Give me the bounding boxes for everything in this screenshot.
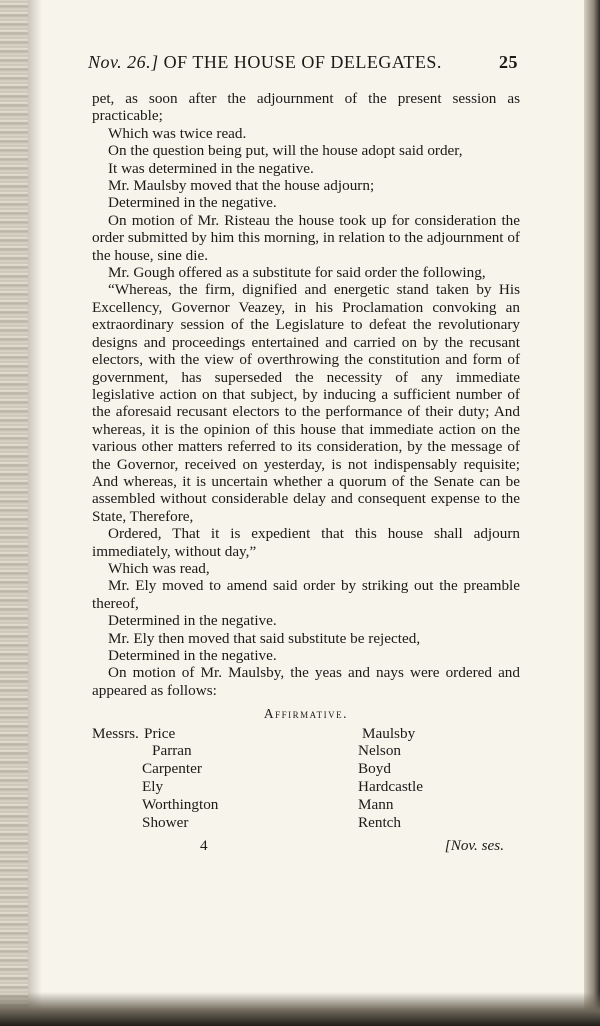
paragraph: Determined in the negative.: [108, 194, 277, 212]
paragraph: Determined in the negative.: [108, 647, 277, 664]
voter-name: Rentch: [358, 813, 402, 831]
binding-edge: [0, 0, 28, 1026]
running-header: [88, 52, 518, 78]
paragraph-list: [92, 90, 520, 699]
paragraph: “Whereas, the firm, dignified and energetic stand taken by His Excellency, Governor Veazey, in his Proclamation convoking an extraordinary session of the Legislature to defeat the revolutionary designs and proceedings entertained and carried on by the recusant electors, with the view of overthrowing the constitution and form of government, has superseded the necessity of any immediate legislative action on that subject, by inducing a sufficient number of the aforesaid recusant electors to the performance of their duty; And whereas, it is the opinion of this house that immediate action on the various other matters referred to its consideration, by the message of the Governor, received on yesterday, is not indispensably requisite; And whereas, it is uncertain whether a quorum of the Senate can be assembled without considerable delay and consequent expense to the State, Therefore,: [92, 281, 520, 525]
paragraph: Which was read,: [108, 559, 210, 577]
paragraph: pet, as soon after the adjournment of the present session as practicable;: [92, 90, 520, 125]
page-footer: [92, 837, 520, 859]
voter-name: Hardcastle: [358, 778, 423, 796]
voter-name: Worthington: [142, 795, 219, 813]
paragraph: Mr. Ely then moved that said substitute be rejected,: [108, 629, 421, 647]
voter-name: Ely: [142, 778, 164, 796]
paragraph: On motion of Mr. Risteau the house took up for consideration the order submitted by him this morning, in relation to the adjournment of the house, sine die.: [92, 211, 520, 264]
paragraph: Mr. Ely moved to amend said order by striking out the preamble thereof,: [92, 577, 520, 612]
paragraph: Mr. Gough offered as a substitute for said order the following,: [108, 264, 486, 282]
catchword: [Nov. ses.: [444, 836, 504, 854]
paragraph: On motion of Mr. Maulsby, the yeas and nays were ordered and appeared as follows:: [92, 664, 520, 699]
body-text: [92, 90, 520, 859]
voter-name: Boyd: [358, 760, 391, 778]
header-title: OF THE HOUSE OF DELEGATES.: [163, 52, 442, 72]
paragraph: Ordered, That it is expedient that this house shall adjourn immediately, without day,”: [92, 525, 520, 560]
right-page-edge: [584, 0, 600, 1026]
voter-name: Maulsby: [362, 724, 416, 742]
voter-name: Parran: [152, 742, 192, 760]
paragraph: It was determined in the negative.: [108, 159, 314, 177]
bottom-page-edge: [0, 992, 600, 1026]
signature-mark: 4: [200, 836, 208, 854]
binding-shadow: [28, 0, 42, 1026]
voter-name: Shower: [142, 813, 189, 831]
paragraph: Mr. Maulsby moved that the house adjourn;: [108, 177, 375, 195]
voter-name: Mann: [358, 795, 394, 813]
vote-column-right: [358, 725, 423, 832]
voter-name: Carpenter: [142, 760, 202, 778]
vote-prefix: Messrs.: [92, 724, 139, 742]
paragraph: On the question being put, will the house adopt said order,: [108, 142, 463, 160]
header-date: Nov. 26.]: [88, 52, 159, 72]
page-number: 25: [499, 52, 518, 72]
vote-list: [92, 725, 520, 835]
paragraph: Determined in the negative.: [108, 612, 277, 630]
voter-name: Nelson: [358, 742, 402, 760]
vote-heading: Affirmative.: [263, 706, 349, 722]
paragraph: Which was twice read.: [108, 124, 247, 142]
voter-name: Price: [144, 724, 176, 742]
